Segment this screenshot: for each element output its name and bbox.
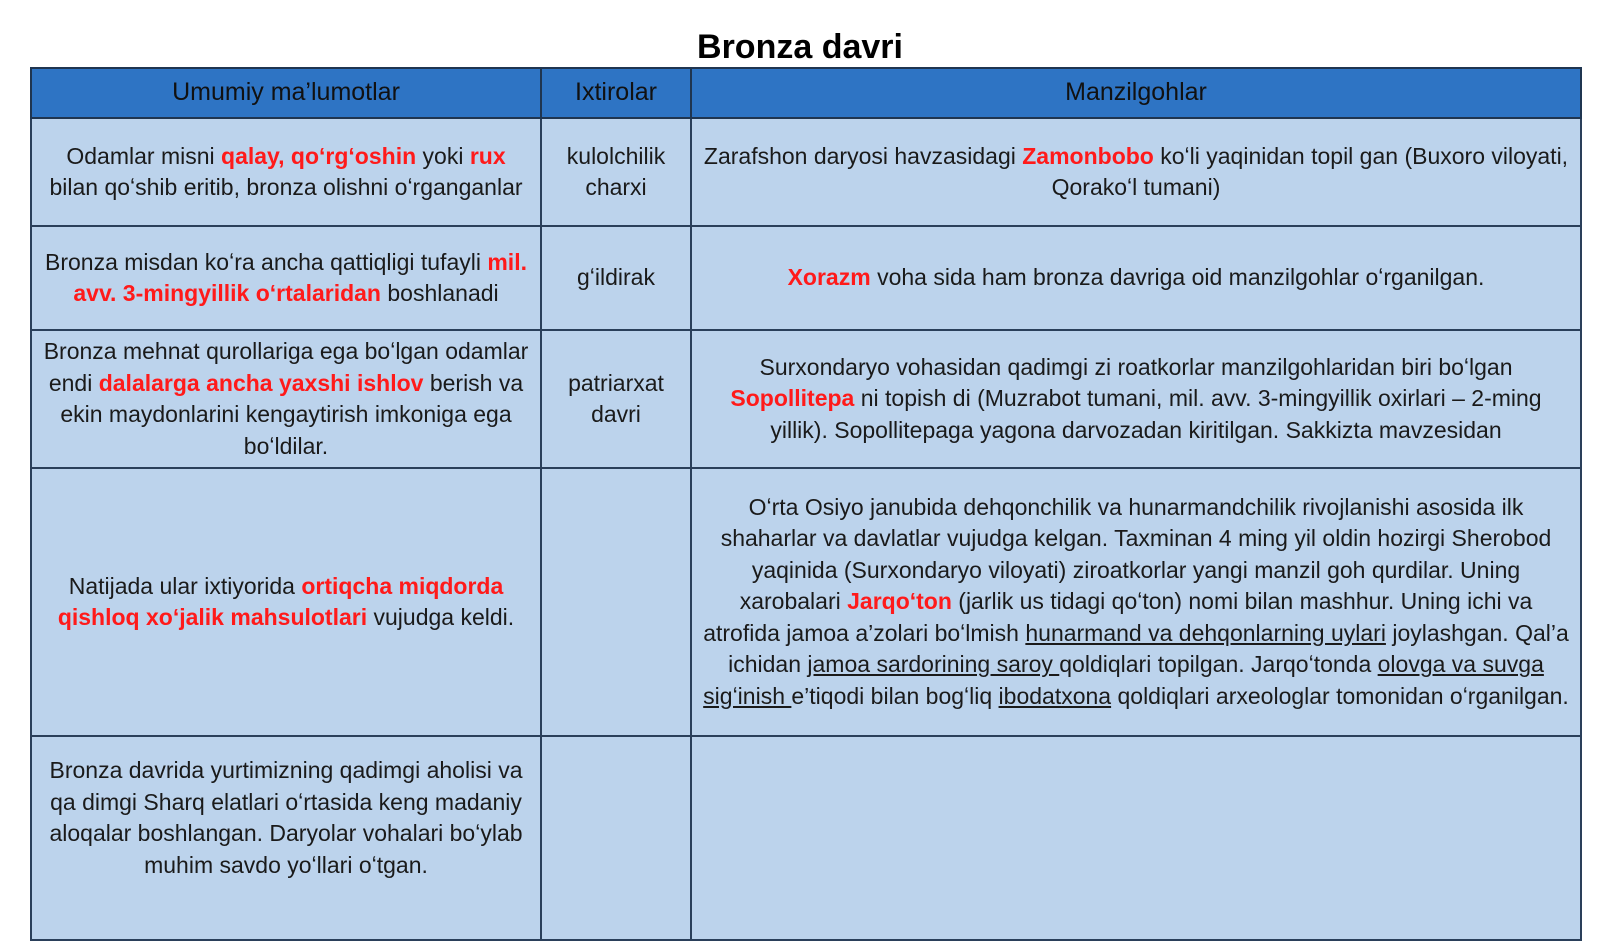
general-info-cell [31,468,541,736]
highlighted-term: Zamonbobo [1022,142,1154,169]
cell-text: boshlanadi [380,280,499,306]
underlined-term: olovga va suvga sigʻinish [703,651,1544,709]
table-row [31,226,1581,330]
table-row [31,468,1581,736]
highlighted-term: rux [469,142,506,169]
cell-text: koʻli yaqinidan topil gan (Buxoro viloyati, Qorakoʻl tumani) [1051,142,1569,200]
table-row [31,118,1581,226]
general-info-cell [31,330,541,468]
cell-text: qoldiqlari arxeologlar tomonidan oʻrganilgan. [1111,682,1569,709]
cell-text: voha sida ham bronza davriga oid manzilgohlar oʻrganilgan. [870,264,1485,291]
cell-text: Surxondaryo vohasidan qadimgi zi roatkorlar manzilgohlaridan biri boʻlgan [759,353,1513,380]
cell-text: vujudga keldi. [367,604,515,630]
column-header-settlements: Manzilgohlar [691,68,1581,118]
invention-cell: kulolchilik charxi [541,118,691,226]
highlighted-term: Jarqoʻton [847,588,952,615]
cell-text: Bronza mehnat qurollariga ega boʻlgan odamlar endi [43,338,529,396]
settlement-text [702,352,1570,447]
cell-text: e’tiqodi bilan bogʻliq [791,682,999,709]
cell-text: Oʻrta Osiyo janubida dehqonchilik va hunarmandchilik rivojlanishi asosida ilk shaharlar va davlatlar vujudga kelgan. Taxminan 4 ming yil oldin hozirgi Sherobod yaqinida (Surxondaryo viloyati) ziroatkorlar yangi manzil goh qurdilar. Uning xarobalari [720,493,1552,615]
general-info-cell [31,118,541,226]
underlined-term: ibodatxona [998,682,1112,709]
settlement-cell [691,736,1581,940]
invention-cell [541,468,691,736]
page-title: Bronza davri [697,28,903,66]
bronze-age-table [30,67,1582,941]
table-row [31,736,1581,940]
cell-text: ni topish di (Muzrabot tumani, mil. avv. 3-mingyillik oxirlari – 2-ming yillik). Sopollitepaga yagona darvozadan kiritilgan. Sakkizta mavzesidan [770,385,1542,443]
highlighted-term: dalalarga ancha yaxshi ishlov [98,369,424,396]
invention-cell: gʻildirak [541,226,691,330]
highlighted-term: qalay, qoʻrgʻoshin [221,142,417,169]
settlement-cell [691,226,1581,330]
cell-text: Bronza misdan koʻra ancha qattiqligi tufayli [45,248,488,275]
settlement-cell [691,118,1581,226]
cell-text: joylashgan. Qal’a ichidan [728,619,1569,678]
cell-text: Natijada ular ixtiyorida [68,572,302,599]
highlighted-term: mil. avv. 3-mingyillik oʻrtalaridan [73,248,527,306]
cell-text: Odamlar misni [66,142,222,169]
cell-text: (jarlik us tidagi qoʻton) nomi bilan mashhur. Uning ichi va atrofida jamoa a’zolari boʻlmish [703,588,1533,646]
column-header-inventions: Ixtirolar [541,68,691,118]
settlement-cell [691,468,1581,736]
column-header-general: Umumiy ma’lumotlar [31,68,541,118]
underlined-term: hunarmand va dehqonlarning uylari [1025,619,1386,646]
table-row [31,330,1581,468]
highlighted-term: Xorazm [787,264,871,291]
underlined-term: jamoa sardorining saroy [807,651,1060,678]
highlighted-term: Sopollitepa [730,385,855,412]
table-header-row [31,68,1581,118]
cell-text: Zarafshon daryosi havzasidagi [703,142,1023,169]
cell-text: bilan qoʻshib eritib, bronza olishni oʻrganganlar [49,174,523,200]
cell-text: Bronza davrida yurtimizning qadimgi aholisi va qa dimgi Sharq elatlari oʻrtasida keng madaniy aloqalar boshlangan. Daryolar vohalari boʻylab muhim savdo yoʻllari oʻtgan. [49,757,523,878]
cell-text: berish va ekin maydonlarini kengaytirish imkoniga ega boʻldilar. [60,369,524,459]
settlement-cell [691,330,1581,468]
cell-text: qoldiqlari topilgan. Jarqoʻtonda [1059,651,1378,678]
general-info-cell [31,736,541,940]
cell-text: yoki [416,142,470,169]
general-info-cell [31,226,541,330]
invention-cell [541,736,691,940]
invention-cell: patriarxat davri [541,330,691,468]
highlighted-term: ortiqcha miqdorda qishloq xoʻjalik mahsulotlari [57,572,504,630]
